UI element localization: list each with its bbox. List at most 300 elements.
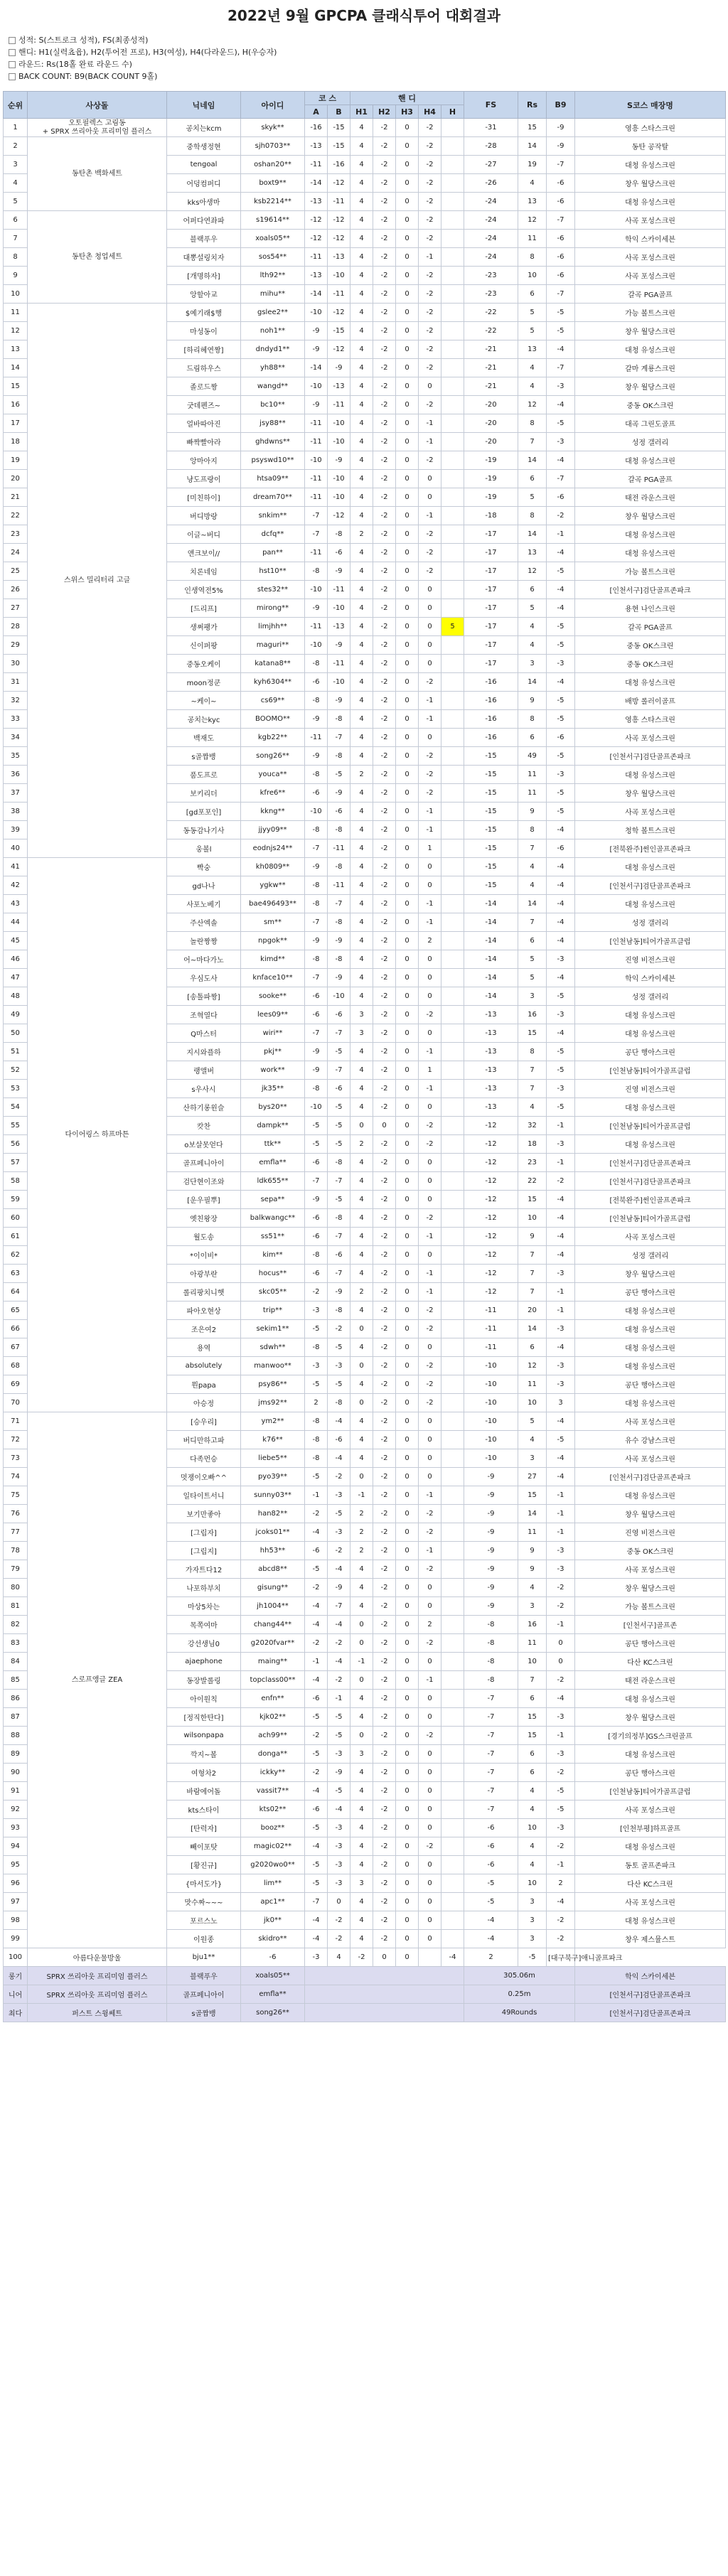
cell-h3: 0 bbox=[396, 304, 419, 322]
cell-id: dream70** bbox=[241, 488, 305, 507]
cell-nickname: 지시와플하 bbox=[167, 1043, 241, 1061]
cell-fs: -18 bbox=[464, 507, 518, 525]
cell-rank: 69 bbox=[4, 1375, 28, 1394]
cell-h4: 0 bbox=[419, 950, 441, 969]
cell-id: ghdwns** bbox=[241, 433, 305, 451]
cell-nickname: 인생역전5% bbox=[167, 581, 241, 599]
note-line bbox=[9, 46, 719, 58]
cell-h bbox=[441, 433, 464, 451]
cell-b9: -5 bbox=[547, 1098, 575, 1117]
cell-venue: 공단 행아스크린 bbox=[575, 1043, 726, 1061]
cell-rs: 10 bbox=[518, 1874, 547, 1893]
cell-rs: 16 bbox=[518, 1616, 547, 1634]
cell-h3: 0 bbox=[396, 839, 419, 858]
cell-h4: -2 bbox=[419, 562, 441, 581]
cell-h2: -2 bbox=[373, 1523, 396, 1542]
cell-b: -4 bbox=[328, 1800, 350, 1819]
cell-h1: 4 bbox=[350, 599, 373, 618]
cell-h3: 0 bbox=[396, 1560, 419, 1579]
cell-b9: -4 bbox=[547, 1191, 575, 1209]
cell-id: lth92** bbox=[241, 267, 305, 285]
cell-b: -9 bbox=[328, 1764, 350, 1782]
cell-h bbox=[441, 950, 464, 969]
cell-h1: 4 bbox=[350, 1338, 373, 1357]
cell-rank: 88 bbox=[4, 1727, 28, 1745]
cell-h4: -2 bbox=[419, 1837, 441, 1856]
cell-fs: -4 bbox=[464, 1911, 518, 1930]
cell-fs: -17 bbox=[464, 544, 518, 562]
cell-h3: 0 bbox=[396, 987, 419, 1006]
cell-h4: -2 bbox=[419, 1727, 441, 1745]
cell-id: liebe5** bbox=[241, 1449, 305, 1468]
cell-h4: -1 bbox=[419, 507, 441, 525]
cell-id: g2020wo0** bbox=[241, 1856, 305, 1874]
cell-fs: -9 bbox=[464, 1505, 518, 1523]
cell-h4: 0 bbox=[419, 1764, 441, 1782]
cell-b9: -4 bbox=[547, 544, 575, 562]
cell-b9: -1 bbox=[547, 1302, 575, 1320]
cell-nickname: [승우리] bbox=[167, 1412, 241, 1431]
cell-a: -5 bbox=[305, 1745, 328, 1764]
cell-id: xoals05** bbox=[241, 230, 305, 248]
cell-h2: -2 bbox=[373, 507, 396, 525]
cell-a: -10 bbox=[305, 581, 328, 599]
cell-h1: 4 bbox=[350, 1893, 373, 1911]
cell-b: -2 bbox=[328, 1930, 350, 1948]
cell-venue: 진영 비전스크린 bbox=[575, 1523, 726, 1542]
cell-h4: -2 bbox=[419, 137, 441, 156]
cell-a: -9 bbox=[305, 396, 328, 414]
cell-a: -8 bbox=[305, 1246, 328, 1265]
cell-b: -12 bbox=[328, 507, 350, 525]
cell-rank: 83 bbox=[4, 1634, 28, 1653]
cell-h bbox=[441, 193, 464, 211]
cell-b: -9 bbox=[328, 451, 350, 470]
cell-rs: 7 bbox=[518, 1265, 547, 1283]
cell-rank: 29 bbox=[4, 636, 28, 655]
cell-h bbox=[441, 1209, 464, 1228]
cell-id: bc10** bbox=[241, 396, 305, 414]
cell-a: -9 bbox=[305, 858, 328, 876]
cell-rs: 12 bbox=[518, 396, 547, 414]
cell-h4: -2 bbox=[419, 1135, 441, 1154]
cell-h1: 4 bbox=[350, 1412, 373, 1431]
cell-a: -2 bbox=[305, 1283, 328, 1302]
cell-h2: -2 bbox=[373, 1228, 396, 1246]
cell-rank: 100 bbox=[4, 1948, 28, 1967]
cell-h2: -2 bbox=[373, 267, 396, 285]
cell-fs: -24 bbox=[464, 211, 518, 230]
cell-id: dampk** bbox=[241, 1117, 305, 1135]
cell-h1: 4 bbox=[350, 839, 373, 858]
cell-b9: -1 bbox=[547, 1505, 575, 1523]
cell-id: ldk655** bbox=[241, 1172, 305, 1191]
cell-h4: -2 bbox=[419, 747, 441, 766]
cell-nickname: [탄력자] bbox=[167, 1819, 241, 1837]
cell-b: -12 bbox=[328, 174, 350, 193]
cell-b: -6 bbox=[328, 803, 350, 821]
cell-h4: -1 bbox=[419, 692, 441, 710]
cell-h4: -1 bbox=[419, 1265, 441, 1283]
cell-b: -9 bbox=[328, 784, 350, 803]
cell-h4: -2 bbox=[419, 544, 441, 562]
cell-h2: -2 bbox=[373, 1061, 396, 1080]
cell-h bbox=[441, 747, 464, 766]
cell-h1: 4 bbox=[350, 1098, 373, 1117]
cell-h3: 0 bbox=[396, 1911, 419, 1930]
note-text: 라운드: Rs(18홀 완료 라운드 수) bbox=[18, 60, 132, 69]
cell-a: -7 bbox=[305, 913, 328, 932]
cell-h2: -2 bbox=[373, 1338, 396, 1357]
cell-a: -11 bbox=[305, 414, 328, 433]
cell-venue: 창우 제스뮬스트 bbox=[575, 1930, 726, 1948]
cell-h bbox=[441, 377, 464, 396]
cell-rank: 96 bbox=[4, 1874, 28, 1893]
cell-h3: 0 bbox=[396, 1246, 419, 1265]
cell-h4: 2 bbox=[419, 932, 441, 950]
cell-h1: 4 bbox=[350, 1449, 373, 1468]
cell-b: -8 bbox=[328, 1154, 350, 1172]
cell-a: -8 bbox=[305, 876, 328, 895]
cell-rs: 27 bbox=[518, 1468, 547, 1486]
cell-h3: 0 bbox=[396, 876, 419, 895]
cell-h bbox=[441, 304, 464, 322]
cell-rank: 25 bbox=[4, 562, 28, 581]
cell-venue: 성정 갤러리 bbox=[575, 433, 726, 451]
cell-h3: 0 bbox=[396, 1135, 419, 1154]
cell-rank: 78 bbox=[4, 1542, 28, 1560]
cell-id: knface10** bbox=[241, 969, 305, 987]
cell-h4: 0 bbox=[419, 1431, 441, 1449]
cell-h3: 0 bbox=[396, 747, 419, 766]
cell-nickname: 가자트다12 bbox=[167, 1560, 241, 1579]
cell-h4: -1 bbox=[419, 913, 441, 932]
cell-h4: -2 bbox=[419, 766, 441, 784]
cell-rs: 3 bbox=[518, 1930, 547, 1948]
cell-b: -7 bbox=[328, 895, 350, 913]
cell-fs: -23 bbox=[464, 285, 518, 304]
cell-h3: 0 bbox=[396, 1449, 419, 1468]
cell-fs: -19 bbox=[464, 488, 518, 507]
cell-rs: 19 bbox=[518, 156, 547, 174]
cell-rank: 86 bbox=[4, 1690, 28, 1708]
cell-b9: -4 bbox=[547, 1246, 575, 1265]
cell-fs: -13 bbox=[464, 1080, 518, 1098]
cell-nickname: 중학생정현 bbox=[167, 137, 241, 156]
cell-h4: -2 bbox=[419, 1523, 441, 1542]
cell-h bbox=[441, 692, 464, 710]
cell-h: 5 bbox=[441, 618, 464, 636]
cell-h2: -2 bbox=[373, 636, 396, 655]
cell-nickname: $예기래$행 bbox=[167, 304, 241, 322]
cell-b9: -4 bbox=[547, 876, 575, 895]
cell-venue: [인천남동]티어가골프클럽 bbox=[575, 1782, 726, 1800]
cell-fs: -16 bbox=[464, 673, 518, 692]
cell-b: -3 bbox=[328, 1523, 350, 1542]
cell-rs: 7 bbox=[518, 913, 547, 932]
cell-b: -3 bbox=[328, 1486, 350, 1505]
cell-b: -5 bbox=[328, 1098, 350, 1117]
cell-fs: -13 bbox=[464, 1043, 518, 1061]
cell-h4: -2 bbox=[419, 267, 441, 285]
cell-a: -6 bbox=[305, 784, 328, 803]
cell-h bbox=[441, 636, 464, 655]
table-row bbox=[4, 211, 726, 230]
cell-h bbox=[441, 1727, 464, 1745]
cell-h1: 4 bbox=[350, 248, 373, 267]
cell-h2: -2 bbox=[373, 692, 396, 710]
cell-rs: 15 bbox=[518, 1191, 547, 1209]
cell-a: -8 bbox=[305, 1449, 328, 1468]
header-h4: H4 bbox=[419, 105, 441, 119]
cell-rs: 7 bbox=[518, 433, 547, 451]
cell-rs: 6 bbox=[518, 1764, 547, 1782]
cell-h3: 0 bbox=[396, 1283, 419, 1302]
cell-h1: 2 bbox=[350, 1505, 373, 1523]
cell-fs: -15 bbox=[464, 784, 518, 803]
cell-venue: 학익 스카이세븐 bbox=[575, 969, 726, 987]
cell-fs: -11 bbox=[464, 1338, 518, 1357]
cell-a: -6 bbox=[305, 1800, 328, 1819]
cell-rs: 11 bbox=[518, 1523, 547, 1542]
cell-nickname: 일타이트서니 bbox=[167, 1486, 241, 1505]
cell-id: kimd** bbox=[241, 950, 305, 969]
cell-rank: 62 bbox=[4, 1246, 28, 1265]
cell-h2: -2 bbox=[373, 581, 396, 599]
cell-h4: 0 bbox=[419, 1172, 441, 1191]
cell-rs: 6 bbox=[518, 729, 547, 747]
award-nickname: 블랙푸우 bbox=[167, 1967, 241, 1985]
cell-rs: 6 bbox=[518, 1690, 547, 1708]
cell-h1: 4 bbox=[350, 1080, 373, 1098]
cell-venue: 창우 월당스크린 bbox=[575, 174, 726, 193]
award-row bbox=[4, 1967, 726, 1985]
cell-nickname: 옛친왕장 bbox=[167, 1209, 241, 1228]
cell-rank: 80 bbox=[4, 1579, 28, 1597]
cell-id: donga** bbox=[241, 1745, 305, 1764]
cell-nickname: Q마스터 bbox=[167, 1024, 241, 1043]
cell-h1: 4 bbox=[350, 1246, 373, 1265]
cell-b9: -5 bbox=[547, 562, 575, 581]
cell-rank: 53 bbox=[4, 1080, 28, 1098]
cell-id: han82** bbox=[241, 1505, 305, 1523]
cell-h1: 4 bbox=[350, 230, 373, 248]
cell-h1: 4 bbox=[350, 1560, 373, 1579]
header-a: A bbox=[305, 105, 328, 119]
cell-b9: 2 bbox=[547, 1874, 575, 1893]
cell-a: 2 bbox=[305, 1394, 328, 1412]
cell-rs: 12 bbox=[518, 1357, 547, 1375]
cell-b: -2 bbox=[328, 1320, 350, 1338]
cell-h1: 4 bbox=[350, 377, 373, 396]
cell-b: -2 bbox=[328, 1542, 350, 1560]
cell-h4: 0 bbox=[419, 1893, 441, 1911]
cell-rs: 4 bbox=[518, 1800, 547, 1819]
cell-nickname: 포르스노 bbox=[167, 1911, 241, 1930]
cell-rank: 73 bbox=[4, 1449, 28, 1468]
cell-rank: 45 bbox=[4, 932, 28, 950]
cell-rs: 5 bbox=[518, 969, 547, 987]
cell-venue: 갈마 계룡스크린 bbox=[575, 359, 726, 377]
cell-h4: 0 bbox=[419, 1782, 441, 1800]
cell-h4: 0 bbox=[419, 1597, 441, 1616]
cell-nickname: 사포노베기 bbox=[167, 895, 241, 913]
cell-h1: 4 bbox=[350, 1911, 373, 1930]
cell-nickname: 산하기롱윈슬 bbox=[167, 1098, 241, 1117]
cell-a: -5 bbox=[305, 1874, 328, 1893]
cell-b: -10 bbox=[328, 267, 350, 285]
cell-b: -13 bbox=[328, 377, 350, 396]
cell-rs: 23 bbox=[518, 1154, 547, 1172]
cell-rank: 43 bbox=[4, 895, 28, 913]
cell-a: -8 bbox=[305, 895, 328, 913]
cell-h1: 4 bbox=[350, 137, 373, 156]
cell-rs: 10 bbox=[518, 1653, 547, 1671]
cell-h4: 2 bbox=[419, 1616, 441, 1634]
cell-id: sunny03** bbox=[241, 1486, 305, 1505]
cell-nickname: 냥도프랑이 bbox=[167, 470, 241, 488]
cell-rs: 4 bbox=[518, 618, 547, 636]
cell-b: -11 bbox=[328, 193, 350, 211]
cell-rank: 55 bbox=[4, 1117, 28, 1135]
cell-h2: -2 bbox=[373, 156, 396, 174]
cell-rank: 85 bbox=[4, 1671, 28, 1690]
cell-h1: 4 bbox=[350, 618, 373, 636]
cell-a: -9 bbox=[305, 747, 328, 766]
cell-rank: 66 bbox=[4, 1320, 28, 1338]
cell-h1: 4 bbox=[350, 950, 373, 969]
cell-b: -8 bbox=[328, 1209, 350, 1228]
cell-fs: -15 bbox=[464, 821, 518, 839]
cell-rank: 7 bbox=[4, 230, 28, 248]
cell-h3: 0 bbox=[396, 710, 419, 729]
cell-b9: -4 bbox=[547, 1893, 575, 1911]
cell-nickname: 캇찬 bbox=[167, 1117, 241, 1135]
cell-h4: 0 bbox=[419, 1911, 441, 1930]
cell-h2: -2 bbox=[373, 1560, 396, 1579]
cell-h bbox=[441, 987, 464, 1006]
cell-h bbox=[419, 1948, 441, 1967]
cell-fs: -17 bbox=[464, 525, 518, 544]
cell-a: -7 bbox=[305, 1893, 328, 1911]
cell-fs: -20 bbox=[464, 433, 518, 451]
cell-b9: -6 bbox=[547, 230, 575, 248]
cell-h bbox=[441, 322, 464, 340]
cell-id: jh1004** bbox=[241, 1597, 305, 1616]
cell-a: -6 bbox=[305, 1154, 328, 1172]
cell-b: -12 bbox=[328, 340, 350, 359]
cell-h4: -2 bbox=[419, 322, 441, 340]
cell-id: boxt9** bbox=[241, 174, 305, 193]
cell-a: -7 bbox=[305, 525, 328, 544]
cell-rs: 14 bbox=[518, 525, 547, 544]
cell-id: hh53** bbox=[241, 1542, 305, 1560]
cell-b9: -4 bbox=[547, 451, 575, 470]
cell-a: -6 bbox=[241, 1948, 305, 1967]
cell-rank: 56 bbox=[4, 1135, 28, 1154]
cell-h3: 0 bbox=[396, 1893, 419, 1911]
cell-rank: 52 bbox=[4, 1061, 28, 1080]
cell-id: s19614** bbox=[241, 211, 305, 230]
cell-venue: [경기의정부]GS스크린골프 bbox=[575, 1727, 726, 1745]
cell-rank: 21 bbox=[4, 488, 28, 507]
header-b9: B9 bbox=[547, 92, 575, 119]
cell-h1: 4 bbox=[350, 913, 373, 932]
cell-id: ksb2214** bbox=[241, 193, 305, 211]
cell-id: apc1** bbox=[241, 1893, 305, 1911]
cell-b9: -1 bbox=[547, 1523, 575, 1542]
cell-h3: 0 bbox=[396, 1191, 419, 1209]
cell-id: maguri** bbox=[241, 636, 305, 655]
cell-fs: -12 bbox=[464, 1117, 518, 1135]
cell-a: -5 bbox=[305, 1375, 328, 1394]
cell-fs: -11 bbox=[464, 1302, 518, 1320]
cell-h bbox=[441, 1394, 464, 1412]
cell-rs: 7 bbox=[518, 839, 547, 858]
cell-fs: -12 bbox=[464, 1135, 518, 1154]
cell-h3: 0 bbox=[396, 1874, 419, 1893]
cell-h2: -2 bbox=[373, 1172, 396, 1191]
cell-h4: -2 bbox=[419, 1209, 441, 1228]
cell-h2: -2 bbox=[373, 1043, 396, 1061]
cell-a: -7 bbox=[305, 1172, 328, 1191]
cell-id: gslee2** bbox=[241, 304, 305, 322]
cell-h2: -2 bbox=[373, 1098, 396, 1117]
cell-b: -7 bbox=[328, 1265, 350, 1283]
cell-rank: 74 bbox=[4, 1468, 28, 1486]
cell-b: -15 bbox=[328, 137, 350, 156]
cell-nickname: 앙마아지 bbox=[167, 451, 241, 470]
cell-b9: -5 bbox=[547, 1043, 575, 1061]
cell-id: jk35** bbox=[241, 1080, 305, 1098]
cell-a: -9 bbox=[305, 1191, 328, 1209]
cell-h1: 4 bbox=[350, 932, 373, 950]
cell-id: bju1** bbox=[167, 1948, 241, 1967]
cell-rank: 1 bbox=[4, 119, 28, 137]
cell-h3: 0 bbox=[396, 1616, 419, 1634]
cell-nickname: gd나나 bbox=[167, 876, 241, 895]
cell-a: -9 bbox=[305, 340, 328, 359]
cell-h1: 4 bbox=[350, 488, 373, 507]
cell-nickname: 블랙푸우 bbox=[167, 230, 241, 248]
cell-rs: 14 bbox=[518, 137, 547, 156]
cell-fs: -12 bbox=[464, 1191, 518, 1209]
cell-h2: -2 bbox=[373, 1394, 396, 1412]
cell-h1: 4 bbox=[350, 729, 373, 747]
cell-h4: 0 bbox=[419, 1690, 441, 1708]
cell-rank: 35 bbox=[4, 747, 28, 766]
cell-id: mihu** bbox=[241, 285, 305, 304]
cell-fs: -19 bbox=[464, 470, 518, 488]
cell-fs: -4 bbox=[464, 1930, 518, 1948]
cell-b: -3 bbox=[328, 1357, 350, 1375]
cell-venue: 사곡 포성스크린 bbox=[575, 1228, 726, 1246]
cell-a: -5 bbox=[305, 1819, 328, 1837]
cell-h1: 4 bbox=[350, 1930, 373, 1948]
cell-fs: -14 bbox=[464, 913, 518, 932]
cell-venue: 성정 갤러리 bbox=[575, 987, 726, 1006]
cell-rank: 37 bbox=[4, 784, 28, 803]
cell-b9: -5 bbox=[547, 414, 575, 433]
cell-rs: 3 bbox=[518, 1893, 547, 1911]
cell-fs: -9 bbox=[464, 1486, 518, 1505]
cell-h2: -2 bbox=[373, 1135, 396, 1154]
cell-id: ttk** bbox=[241, 1135, 305, 1154]
cell-fs: -13 bbox=[464, 1061, 518, 1080]
cell-id: psyswd10** bbox=[241, 451, 305, 470]
cell-nickname: 맛수짜~~~ bbox=[167, 1893, 241, 1911]
cell-fs: -22 bbox=[464, 322, 518, 340]
